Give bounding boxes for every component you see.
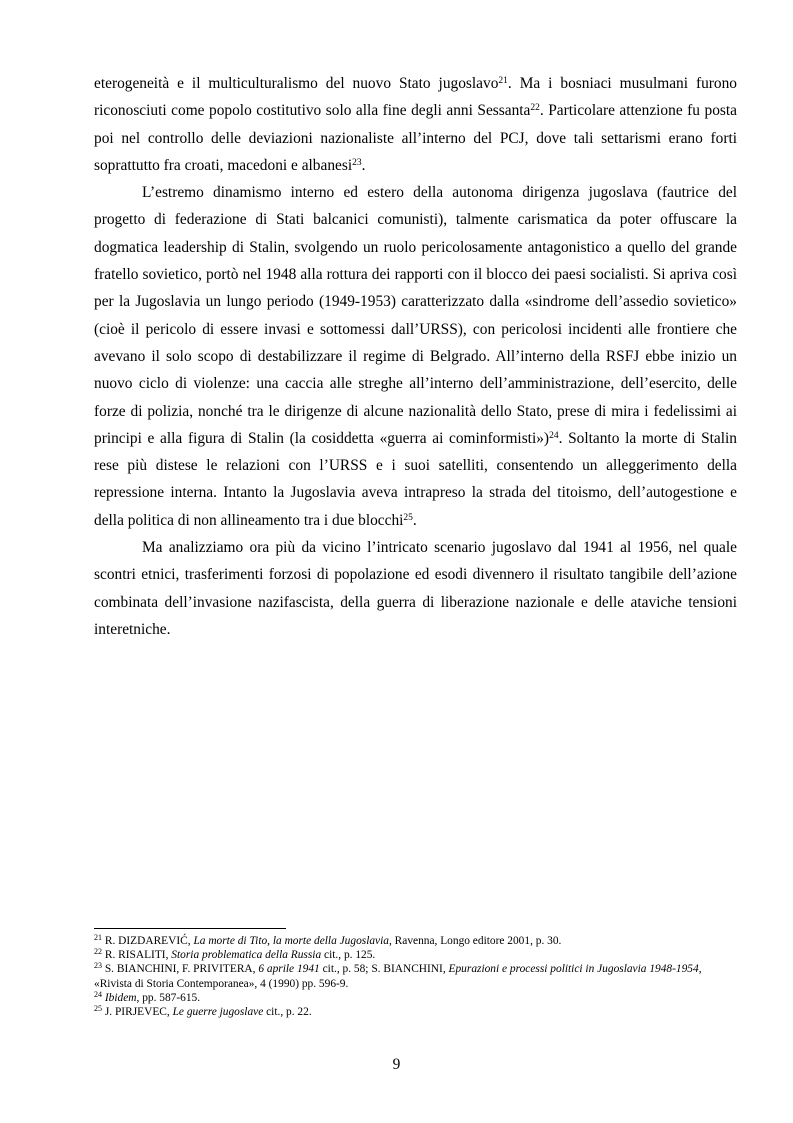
- footnote-text: , «Rivista di Storia Contemporanea», 4 (1990) pp. 596-9.: [94, 963, 702, 990]
- text-run: eterogeneità e il multiculturalismo del nuovo Stato jugoslavo: [94, 75, 499, 92]
- footnote-number: 22: [94, 947, 102, 957]
- footnote-text: , pp. 587-615.: [136, 991, 201, 1004]
- text-run: . Ma i bosniaci musulmani furono riconosciuti come popolo costitutivo solo alla fine degli anni Sessanta: [94, 75, 737, 120]
- footnote-number: 25: [94, 1004, 102, 1014]
- footnote: [94, 948, 737, 962]
- footnote-text: cit., p. 58; S. BIANCHINI,: [319, 963, 449, 976]
- footnote-text: La morte di Tito, la morte della Jugoslavia: [193, 935, 389, 947]
- footnote: [94, 1005, 737, 1019]
- footnote-text: cit., p. 22.: [263, 1006, 312, 1019]
- footnote-text: R. DIZDAREVIĆ,: [102, 935, 194, 947]
- text-run: .: [361, 156, 366, 174]
- footnote-text: Storia problematica della Russia: [171, 949, 322, 962]
- footnote-text: Ibidem: [104, 991, 137, 1004]
- footnote: [94, 991, 737, 1005]
- text-run: .: [412, 511, 417, 529]
- footnotes: [94, 934, 737, 1019]
- footnote: [94, 934, 737, 948]
- footnote-text: R. RISALITI,: [102, 949, 172, 962]
- text-run: Ma analizziamo ora più da vicino l’intricato scenario jugoslavo dal 1941 al 1956, nel quale scontri etnici, trasferimenti forzosi di popolazione ed esodi divennero il risultato tangibile dell’azione combinata dell’invasione nazifascista, della guerra di liberazione nazionale e delle ataviche tensioni interetniche.: [94, 539, 737, 638]
- footnote-number: 21: [94, 933, 102, 942]
- footnote-number: 24: [94, 989, 102, 999]
- paragraph: [94, 534, 737, 643]
- footnote-reference: 23: [352, 157, 362, 168]
- footnote-number: 23: [94, 961, 102, 971]
- page-number: 9: [392, 1056, 401, 1073]
- footnote-reference: 22: [530, 103, 540, 114]
- paragraph: [94, 179, 737, 534]
- footnote-text: 6 aprile 1941: [258, 963, 320, 976]
- paragraph: [94, 70, 737, 179]
- footnote-text: Le guerre jugoslave: [172, 1006, 264, 1019]
- footnote-separator: [94, 928, 286, 929]
- footnote-reference: 24: [549, 430, 559, 441]
- text-run: . Particolare attenzione fu posta poi nel controllo delle deviazioni nazionaliste all’interno del PCJ, dove tali settarismi erano forti soprattutto fra croati, macedoni e albanesi: [94, 102, 737, 174]
- text-run: L’estremo dinamismo interno ed estero della autonoma dirigenza jugoslava (fautrice del progetto di federazione di Stati balcanici comunisti), talmente carismatica da poter offuscare la dogmatica leadership di Stalin, svolgendo un ruolo pericolosamente antagonistico a quello del grande fratello sovietico, portò nel 1948 alla rottura dei rapporti con il blocco dei paesi socialisti. Si apriva così per la Jugoslavia un lungo periodo (1949-1953) caratterizzato dalla «sindrome dell’assedio sovietico» (cioè il pericolo di essere invasi e sottomessi dall’URSS), con pericolosi incidenti alle frontiere che avevano il solo scopo di destabilizzare il regime di Belgrado. All’interno della RSFJ ebbe inizio un nuovo ciclo di violenze: una caccia alle streghe all’interno dell’amministrazione, dell’esercito, delle forze di polizia, nonché tra le dirigenze di alcune nazionalità dello Stato, prese di mira i fedelissimi ai principi e alla figura di Stalin (la cosiddetta «guerra ai cominformisti»): [94, 184, 737, 447]
- footnote-text: J. PIRJEVEC,: [102, 1006, 173, 1019]
- footnote: [94, 962, 737, 990]
- footnote-text: , Ravenna, Longo editore 2001, p. 30.: [388, 935, 562, 947]
- footnote-reference: 25: [403, 512, 413, 523]
- body-text: [94, 70, 737, 643]
- text-run: . Soltanto la morte di Stalin rese più distese le relazioni con l’URSS e i suoi satelliti, consentendo un alleggerimento della repressione interna. Intanto la Jugoslavia aveva intrapreso la strada del titoismo, dell’autogestione e della politica di non allineamento tra i due blocchi: [94, 429, 737, 529]
- footnote-text: cit., p. 125.: [321, 949, 376, 962]
- footnote-text: S. BIANCHINI, F. PRIVITERA,: [102, 963, 259, 976]
- footnote-reference: 21: [498, 76, 508, 86]
- footnote-text: Epurazioni e processi politici in Jugoslavia 1948-1954: [448, 963, 699, 976]
